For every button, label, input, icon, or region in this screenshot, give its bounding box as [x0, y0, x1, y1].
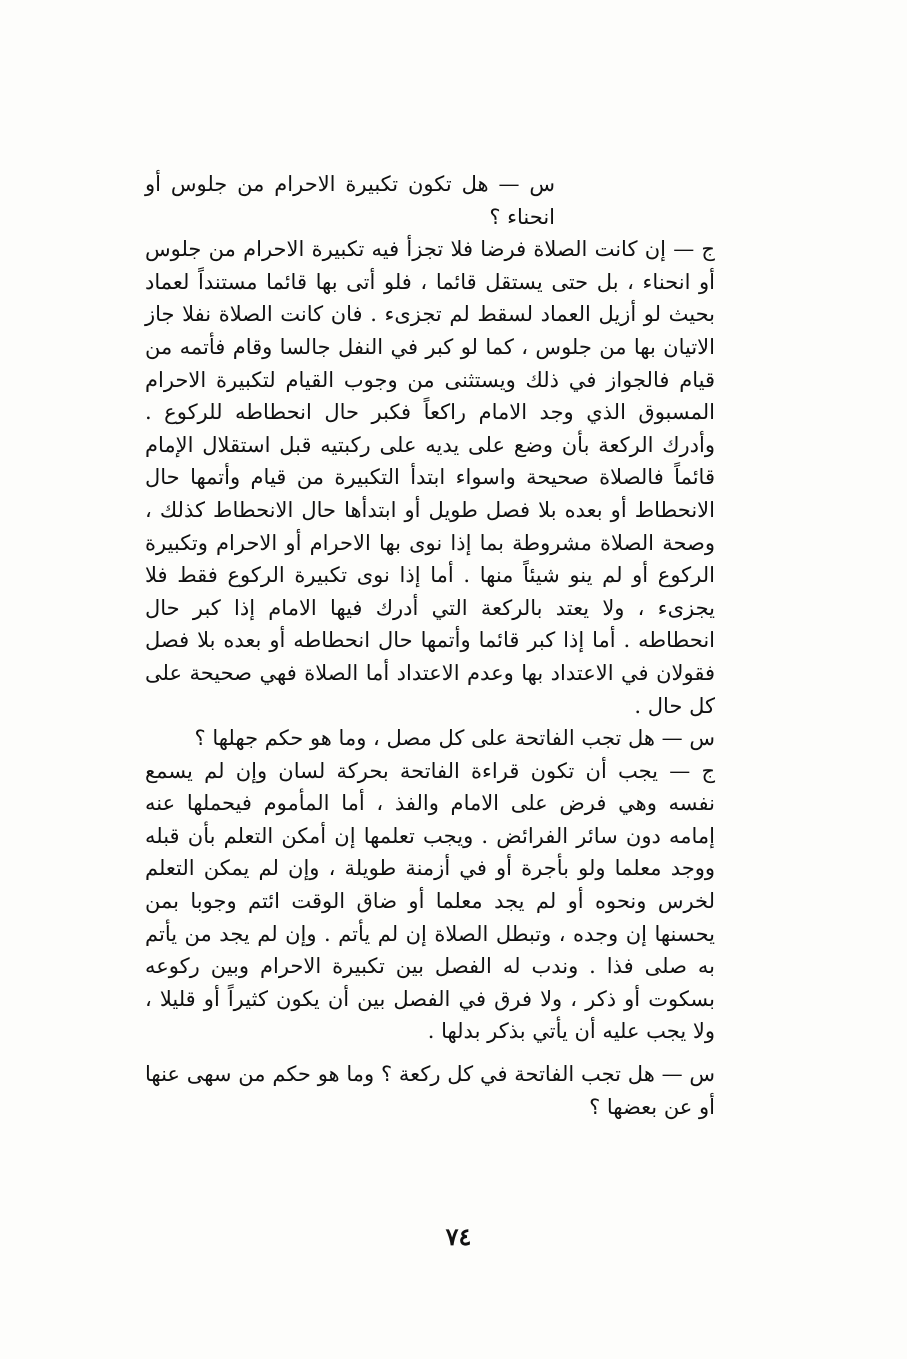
answer-1: ج — إن كانت الصلاة فرضا فلا تجزأ فيه تكبيرة الاحرام من جلوس أو انحناء ، بل حتى يستقل قائما ، فلو أتى بها قائما مستنداً لعماد بحيث لو أزيل العماد لسقط لم تجزىء . فان كانت الصلاة نفلا جاز الاتيان بها من جلوس ، كما لو كبر في النفل جالسا وقام فأتمه من قيام فالجواز في ذلك ويستثنى من وجوب القيام لتكبيرة الاحرام المسبوق الذي وجد الامام راكعاً فكبر حال انحطاطه للركوع . وأدرك الركعة بأن وضع على يديه على ركبتيه قبل استقلال الإمام قائماً فالصلاة صحيحة واسواء ابتدأ التكبيرة من قيام وأتمها حال الانحطاط أو بعده بلا فصل طويل أو ابتدأها حال الانحطاط كذلك ، وصحة الصلاة مشروطة بما إذا نوى بها الاحرام أو الاحرام وتكبيرة الركوع أو لم ينو شيئاً منها . أما إذا نوى تكبيرة الركوع فقط فلا يجزىء ، ولا يعتد بالركعة التي أدرك فيها الامام إذا كبر حال انحطاطه . أما إذا كبر قائما وأتمها حال انحطاطه أو بعده بلا فصل فقولان في الاعتداد بها وعدم الاعتداد أما الصلاة فهي صحيحة على كل حال .: [145, 237, 715, 718]
page-number: ٧٤: [445, 1222, 472, 1251]
question-3: س — هل تجب الفاتحة في كل ركعة ؟ وما هو حكم من سهى عنها أو عن بعضها ؟: [145, 1062, 715, 1119]
page-body-text: [145, 168, 745, 1123]
question-1: س — هل تكون تكبيرة الاحرام من جلوس أو انحناء ؟: [145, 172, 555, 229]
question-2: س — هل تجب الفاتحة على كل مصل ، وما هو حكم جهلها ؟: [194, 726, 715, 751]
answer-2: ج — يجب أن تكون قراءة الفاتحة بحركة لسان وإن لم يسمع نفسه وهي فرض على الامام والفذ ، أما المأموم فيحملها عنه إمامه دون سائر الفرائض . ويجب تعلمها إن أمكن التعلم بأن قبله ووجد معلما ولو بأجرة أو في أزمنة طويلة ، وإن لم يمكن التعلم لخرس ونحوه أو لم يجد معلما أو ضاق الوقت ائتم وجوبا بمن يحسنها إن وجده ، وتبطل الصلاة إن لم يأتم . وإن لم يجد من يأتم به صلى فذا . وندب له الفصل بين تكبيرة الاحرام وبين ركوعه بسكوت أو ذكر ، ولا فرق في الفصل بين أن يكون كثيراً أو قليلا ، ولا يجب عليه أن يأتي بذكر بدلها .: [145, 758, 715, 1044]
